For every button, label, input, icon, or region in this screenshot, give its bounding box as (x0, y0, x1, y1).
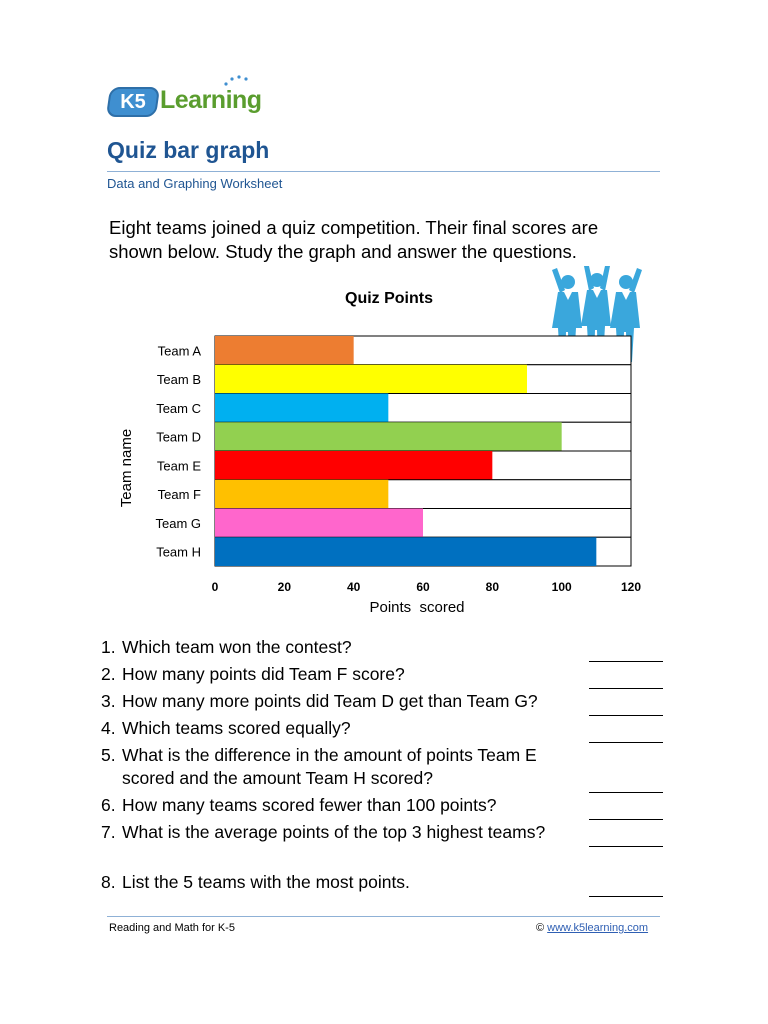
bar-team-g (215, 509, 423, 538)
footer-copyright (536, 922, 648, 934)
bar-team-c (215, 394, 388, 423)
footer-divider (107, 916, 660, 917)
answer-blank[interactable] (589, 714, 663, 716)
question-item (101, 871, 663, 894)
question-item (101, 717, 663, 740)
question-item (101, 663, 663, 686)
question-text: List the 5 teams with the most points. (122, 872, 410, 892)
sparkle-icon (222, 74, 252, 88)
answer-blank[interactable] (589, 741, 663, 743)
category-label: Team B (156, 372, 201, 388)
question-item (101, 821, 663, 844)
logo-badge-text: K5 (120, 91, 146, 113)
bar-team-f (215, 480, 388, 509)
answer-blank[interactable] (589, 895, 663, 897)
x-tick-label: 20 (277, 580, 292, 594)
question-number: 8. (101, 872, 116, 892)
x-tick-label: 80 (485, 580, 500, 594)
logo-badge (106, 87, 160, 117)
category-label: Team F (157, 487, 201, 503)
bar-team-d (215, 422, 562, 451)
bar-team-h (215, 537, 596, 566)
question-text: What is the difference in the amount of points Team E scored and the amount Team H scored? (122, 745, 537, 788)
answer-blank[interactable] (589, 660, 663, 662)
question-number: 2. (101, 664, 116, 684)
question-text: What is the average points of the top 3 highest teams? (122, 822, 546, 842)
x-tick-label: 120 (620, 580, 642, 594)
header-divider (107, 171, 660, 172)
question-number: 3. (101, 691, 116, 711)
question-item (101, 794, 663, 817)
category-label: Team D (156, 429, 201, 445)
answer-blank[interactable] (589, 687, 663, 689)
question-text: Which team won the contest? (122, 637, 352, 657)
question-item (101, 636, 663, 659)
x-tick-label: 0 (211, 580, 219, 594)
answer-blank[interactable] (589, 845, 663, 847)
x-tick-label: 40 (346, 580, 361, 594)
logo-wordmark: Learning (160, 86, 262, 114)
category-label: Team A (157, 343, 201, 359)
question-number: 1. (101, 637, 116, 657)
question-text: How many points did Team F score? (122, 664, 405, 684)
question-number: 5. (101, 745, 116, 765)
question-text: Which teams scored equally? (122, 718, 351, 738)
answer-blank[interactable] (589, 791, 663, 793)
quiz-points-chart (100, 280, 660, 620)
category-label: Team H (156, 544, 201, 560)
x-axis-label: Points scored (369, 599, 465, 616)
answer-blank[interactable] (589, 818, 663, 820)
x-tick-label: 60 (416, 580, 430, 594)
page-subtitle: Data and Graphing Worksheet (107, 176, 283, 191)
chart-title: Quiz Points (345, 290, 433, 307)
question-number: 7. (101, 822, 116, 842)
page-title: Quiz bar graph (107, 137, 270, 163)
question-number: 6. (101, 795, 116, 815)
x-tick-label: 100 (551, 580, 572, 594)
footer-link[interactable]: www.k5learning.com (547, 922, 649, 934)
category-label: Team E (156, 458, 201, 474)
bar-team-a (215, 336, 354, 365)
intro-text: Eight teams joined a quiz competition. Their final scores are shown below. Study the graph and answer the questions. (109, 217, 599, 262)
footer-tagline: Reading and Math for K-5 (109, 922, 235, 934)
bar-team-e (215, 451, 492, 480)
category-label: Team G (155, 515, 201, 531)
y-axis-label: Team name (118, 428, 135, 508)
category-label: Team C (156, 400, 201, 416)
question-item (101, 744, 663, 790)
question-text: How many more points did Team D get than Team G? (122, 691, 538, 711)
bar-team-b (215, 365, 527, 394)
question-item (101, 690, 663, 713)
copyright-symbol: © (536, 922, 545, 934)
question-text: How many teams scored fewer than 100 points? (122, 795, 497, 815)
question-number: 4. (101, 718, 116, 738)
